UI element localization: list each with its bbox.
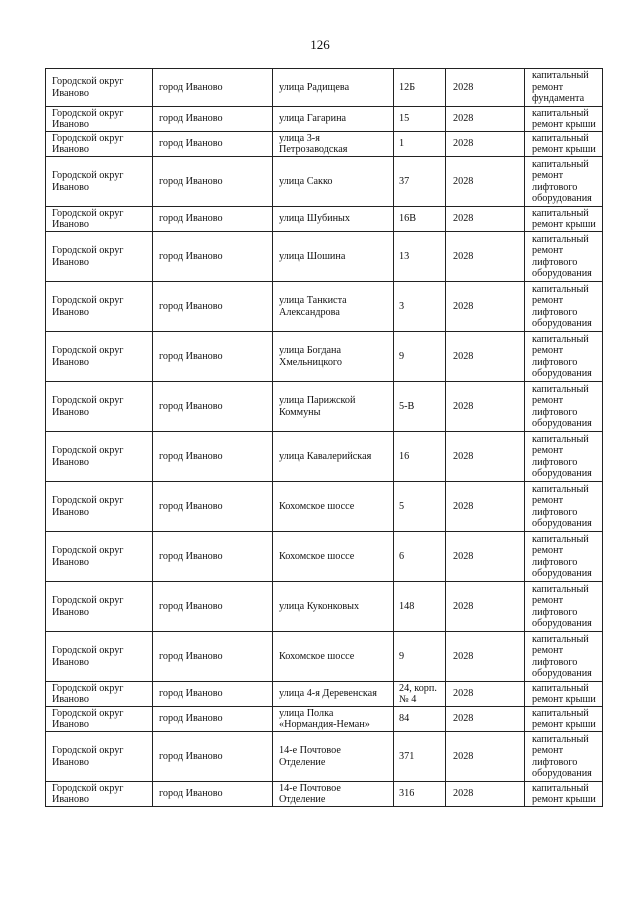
work-type-cell: капитальный ремонт крыши (525, 682, 603, 707)
street-cell: Кохомское шоссе (273, 532, 394, 582)
table-row (46, 432, 603, 482)
year-cell: 2028 (446, 207, 525, 232)
settlement-cell: город Иваново (153, 482, 273, 532)
municipality-cell: Городской округ Иваново (46, 232, 153, 282)
table-row (46, 332, 603, 382)
table-row (46, 157, 603, 207)
table-row (46, 282, 603, 332)
settlement-cell: город Иваново (153, 207, 273, 232)
municipality-cell: Городской округ Иваново (46, 282, 153, 332)
settlement-cell: город Иваново (153, 432, 273, 482)
municipality-cell: Городской округ Иваново (46, 69, 153, 107)
work-type-cell: капитальный ремонт лифтового оборудования (525, 582, 603, 632)
street-cell: улица Шубиных (273, 207, 394, 232)
house-number-cell: 148 (394, 582, 446, 632)
settlement-cell: город Иваново (153, 382, 273, 432)
settlement-cell: город Иваново (153, 157, 273, 207)
settlement-cell: город Иваново (153, 682, 273, 707)
street-cell: улица Парижской Коммуны (273, 382, 394, 432)
street-cell: улица Шошина (273, 232, 394, 282)
year-cell: 2028 (446, 432, 525, 482)
street-cell: улица 4-я Деревенская (273, 682, 394, 707)
house-number-cell: 37 (394, 157, 446, 207)
house-number-cell: 371 (394, 732, 446, 782)
table-row (46, 132, 603, 157)
table-row (46, 632, 603, 682)
year-cell: 2028 (446, 69, 525, 107)
street-cell: Кохомское шоссе (273, 632, 394, 682)
year-cell: 2028 (446, 732, 525, 782)
year-cell: 2028 (446, 107, 525, 132)
table-row (46, 482, 603, 532)
settlement-cell: город Иваново (153, 532, 273, 582)
house-number-cell: 3 (394, 282, 446, 332)
year-cell: 2028 (446, 132, 525, 157)
street-cell: улица Сакко (273, 157, 394, 207)
work-type-cell: капитальный ремонт фундамента (525, 69, 603, 107)
table-row (46, 207, 603, 232)
work-type-cell: капитальный ремонт лифтового оборудования (525, 232, 603, 282)
table-row (46, 69, 603, 107)
work-type-cell: капитальный ремонт лифтового оборудования (525, 282, 603, 332)
house-number-cell: 9 (394, 332, 446, 382)
table-row (46, 232, 603, 282)
table-row (46, 107, 603, 132)
house-number-cell: 16 (394, 432, 446, 482)
table-row (46, 582, 603, 632)
municipality-cell: Городской округ Иваново (46, 432, 153, 482)
year-cell: 2028 (446, 332, 525, 382)
year-cell: 2028 (446, 707, 525, 732)
year-cell: 2028 (446, 382, 525, 432)
street-cell: улица Куконковых (273, 582, 394, 632)
municipality-cell: Городской округ Иваново (46, 707, 153, 732)
work-type-cell: капитальный ремонт лифтового оборудования (525, 157, 603, 207)
street-cell: Кохомское шоссе (273, 482, 394, 532)
municipality-cell: Городской округ Иваново (46, 682, 153, 707)
house-number-cell: 84 (394, 707, 446, 732)
page-number: 126 (310, 37, 330, 52)
municipality-cell: Городской округ Иваново (46, 632, 153, 682)
work-type-cell: капитальный ремонт крыши (525, 107, 603, 132)
work-type-cell: капитальный ремонт лифтового оборудования (525, 432, 603, 482)
year-cell: 2028 (446, 782, 525, 807)
settlement-cell: город Иваново (153, 732, 273, 782)
street-cell: улица Богдана Хмельницкого (273, 332, 394, 382)
year-cell: 2028 (446, 532, 525, 582)
settlement-cell: город Иваново (153, 332, 273, 382)
street-cell: улица Полка «Нормандия-Неман» (273, 707, 394, 732)
municipality-cell: Городской округ Иваново (46, 107, 153, 132)
table-row (46, 782, 603, 807)
year-cell: 2028 (446, 282, 525, 332)
street-cell: улица Кавалерийская (273, 432, 394, 482)
house-number-cell: 9 (394, 632, 446, 682)
year-cell: 2028 (446, 482, 525, 532)
work-type-cell: капитальный ремонт лифтового оборудования (525, 732, 603, 782)
year-cell: 2028 (446, 157, 525, 207)
municipality-cell: Городской округ Иваново (46, 332, 153, 382)
settlement-cell: город Иваново (153, 132, 273, 157)
year-cell: 2028 (446, 682, 525, 707)
house-number-cell: 1 (394, 132, 446, 157)
municipality-cell: Городской округ Иваново (46, 132, 153, 157)
house-number-cell: 6 (394, 532, 446, 582)
table-row (46, 382, 603, 432)
year-cell: 2028 (446, 232, 525, 282)
house-number-cell: 5 (394, 482, 446, 532)
work-type-cell: капитальный ремонт лифтового оборудования (525, 482, 603, 532)
work-type-cell: капитальный ремонт крыши (525, 707, 603, 732)
street-cell: улица 3-я Петрозаводская (273, 132, 394, 157)
house-number-cell: 16В (394, 207, 446, 232)
municipality-cell: Городской округ Иваново (46, 582, 153, 632)
house-number-cell: 15 (394, 107, 446, 132)
work-type-cell: капитальный ремонт лифтового оборудования (525, 532, 603, 582)
work-type-cell: капитальный ремонт крыши (525, 782, 603, 807)
street-cell: 14-е Почтовое Отделение (273, 732, 394, 782)
municipality-cell: Городской округ Иваново (46, 732, 153, 782)
settlement-cell: город Иваново (153, 782, 273, 807)
work-type-cell: капитальный ремонт лифтового оборудования (525, 332, 603, 382)
street-cell: улица Радищева (273, 69, 394, 107)
settlement-cell: город Иваново (153, 69, 273, 107)
settlement-cell: город Иваново (153, 582, 273, 632)
municipality-cell: Городской округ Иваново (46, 382, 153, 432)
street-cell: улица Танкиста Александрова (273, 282, 394, 332)
settlement-cell: город Иваново (153, 232, 273, 282)
house-number-cell: 316 (394, 782, 446, 807)
house-number-cell: 13 (394, 232, 446, 282)
settlement-cell: город Иваново (153, 707, 273, 732)
municipality-cell: Городской округ Иваново (46, 157, 153, 207)
settlement-cell: город Иваново (153, 282, 273, 332)
house-number-cell: 5-В (394, 382, 446, 432)
municipality-cell: Городской округ Иваново (46, 207, 153, 232)
table-row (46, 732, 603, 782)
street-cell: улица Гагарина (273, 107, 394, 132)
work-type-cell: капитальный ремонт лифтового оборудования (525, 382, 603, 432)
house-number-cell: 24, корп. № 4 (394, 682, 446, 707)
work-type-cell: капитальный ремонт крыши (525, 132, 603, 157)
year-cell: 2028 (446, 582, 525, 632)
capital-repair-table (45, 68, 603, 807)
table-row (46, 532, 603, 582)
table-row (46, 707, 603, 732)
street-cell: 14-е Почтовое Отделение (273, 782, 394, 807)
year-cell: 2028 (446, 632, 525, 682)
municipality-cell: Городской округ Иваново (46, 532, 153, 582)
settlement-cell: город Иваново (153, 632, 273, 682)
municipality-cell: Городской округ Иваново (46, 482, 153, 532)
work-type-cell: капитальный ремонт лифтового оборудования (525, 632, 603, 682)
table-row (46, 682, 603, 707)
work-type-cell: капитальный ремонт крыши (525, 207, 603, 232)
settlement-cell: город Иваново (153, 107, 273, 132)
house-number-cell: 12Б (394, 69, 446, 107)
municipality-cell: Городской округ Иваново (46, 782, 153, 807)
